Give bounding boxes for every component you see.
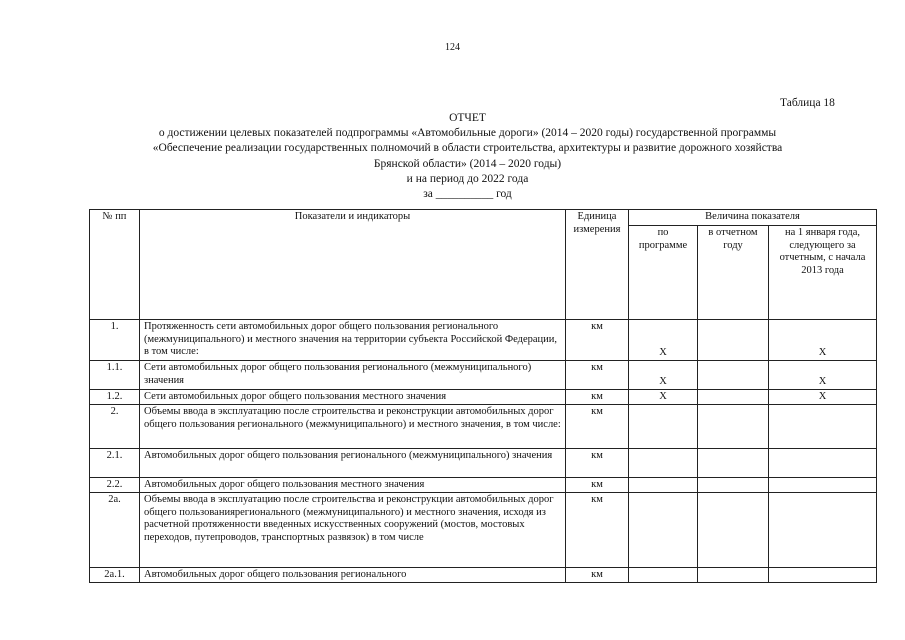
header-name: Показатели и индикаторы <box>140 210 566 320</box>
heading-line-3: Брянской области» (2014 – 2020 годы) <box>373 157 562 170</box>
row-name: Объемы ввода в эксплуатацию после строительства и реконструкции автомобильных дорог общего пользованиярегионального (межмуниципального) и местного значения, исходя из расчетной протяженности введенных искусственных сооружений (мостов, мостовых переходов, путепроводов, транспортных развязок) в том числе <box>140 493 566 568</box>
row-as-of-jan1: Х <box>769 390 877 405</box>
row-as-of-jan1 <box>769 478 877 493</box>
heading-line-2: «Обеспечение реализации государственных полномочий в области строительства, архитектуры и развитие дорожного хозяйства <box>152 142 783 155</box>
header-in-reporting-year: в отчетном году <box>698 226 769 320</box>
row-as-of-jan1: Х <box>769 361 877 390</box>
report-title: ОТЧЕТ <box>449 112 486 124</box>
row-name: Автомобильных дорог общего пользования местного значения <box>140 478 566 493</box>
row-num: 2.2. <box>90 478 140 493</box>
row-in-reporting-year <box>698 478 769 493</box>
header-as-of-jan1: на 1 января года, следующего за отчетным, с начала 2013 года <box>769 226 877 320</box>
row-by-program <box>629 405 698 449</box>
table-row <box>90 361 877 390</box>
row-unit: км <box>566 478 629 493</box>
header-num: № пп <box>90 210 140 320</box>
row-num: 2а.1. <box>90 568 140 583</box>
heading-line-4: и на период до 2022 года <box>406 172 529 185</box>
row-unit: км <box>566 390 629 405</box>
row-num: 1.2. <box>90 390 140 405</box>
row-in-reporting-year <box>698 568 769 583</box>
row-by-program <box>629 493 698 568</box>
header-value-group: Величина показателя <box>629 210 877 226</box>
row-as-of-jan1: Х <box>769 320 877 361</box>
row-unit: км <box>566 361 629 390</box>
row-in-reporting-year <box>698 390 769 405</box>
table-row <box>90 390 877 405</box>
row-as-of-jan1 <box>769 493 877 568</box>
row-num: 2а. <box>90 493 140 568</box>
table-row <box>90 568 877 583</box>
heading-line-5: за __________ год <box>423 188 512 201</box>
row-name: Протяженность сети автомобильных дорог общего пользования регионального (межмуниципального) и местного значения на территории субъекта Российской Федерации, в том числе: <box>140 320 566 361</box>
row-num: 1.1. <box>90 361 140 390</box>
table-row <box>90 478 877 493</box>
row-in-reporting-year <box>698 361 769 390</box>
table-row <box>90 493 877 568</box>
row-unit: км <box>566 493 629 568</box>
row-num: 2.1. <box>90 449 140 478</box>
row-unit: км <box>566 405 629 449</box>
row-as-of-jan1 <box>769 405 877 449</box>
row-unit: км <box>566 320 629 361</box>
row-as-of-jan1 <box>769 449 877 478</box>
row-in-reporting-year <box>698 320 769 361</box>
row-as-of-jan1 <box>769 568 877 583</box>
row-name: Автомобильных дорог общего пользования регионального <box>140 568 566 583</box>
row-in-reporting-year <box>698 449 769 478</box>
table-row <box>90 405 877 449</box>
table-row <box>90 449 877 478</box>
row-in-reporting-year <box>698 405 769 449</box>
row-unit: км <box>566 449 629 478</box>
header-unit: Единица измерения <box>566 210 629 320</box>
header-by-program: по программе <box>629 226 698 320</box>
row-by-program <box>629 449 698 478</box>
row-in-reporting-year <box>698 493 769 568</box>
heading-line-1: о достижении целевых показателей подпрограммы «Автомобильные дороги» (2014 – 2020 годы) государственной программы <box>158 127 777 140</box>
row-name: Автомобильных дорог общего пользования регионального (межмуниципального) значения <box>140 449 566 478</box>
report-heading <box>0 111 905 202</box>
row-by-program: Х <box>629 390 698 405</box>
row-name: Сети автомобильных дорог общего пользования регионального (межмуниципального) значения <box>140 361 566 390</box>
indicators-table <box>89 209 877 583</box>
row-by-program: Х <box>629 320 698 361</box>
row-name: Сети автомобильных дорог общего пользования местного значения <box>140 390 566 405</box>
row-unit: км <box>566 568 629 583</box>
row-by-program: Х <box>629 361 698 390</box>
row-by-program <box>629 478 698 493</box>
row-num: 2. <box>90 405 140 449</box>
row-num: 1. <box>90 320 140 361</box>
row-by-program <box>629 568 698 583</box>
table-label: Таблица 18 <box>780 97 835 109</box>
row-name: Объемы ввода в эксплуатацию после строительства и реконструкции автомобильных дорог общего пользования регионального (межмуниципального) и местного значения, в том числе: <box>140 405 566 449</box>
page-number: 124 <box>445 42 460 53</box>
table-row <box>90 320 877 361</box>
